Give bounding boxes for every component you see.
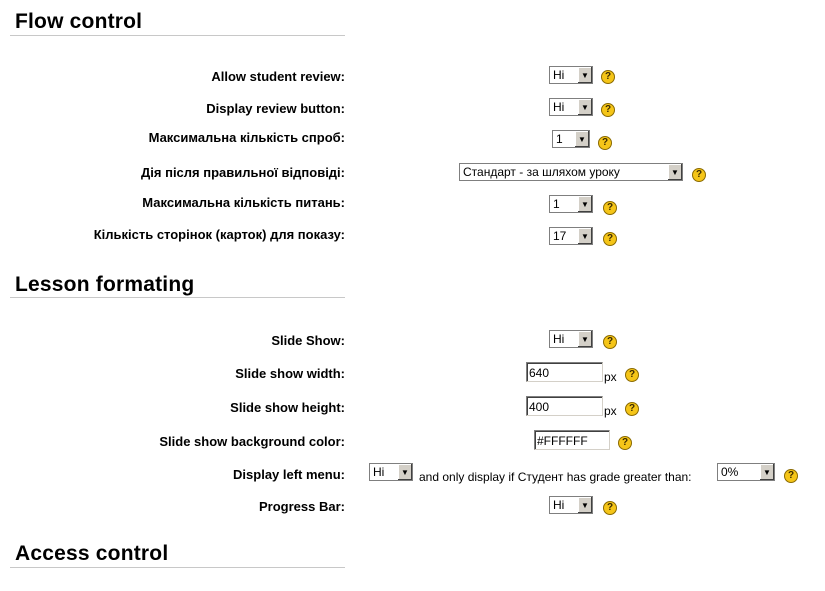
help-icon[interactable]: ?: [603, 501, 617, 515]
help-icon[interactable]: ?: [603, 201, 617, 215]
chevron-down-icon: ▼: [577, 99, 592, 115]
help-icon[interactable]: ?: [625, 368, 639, 382]
help-icon[interactable]: ?: [784, 469, 798, 483]
slideshow-width-label: Slide show width:: [235, 366, 345, 381]
slideshow-height-label: Slide show height:: [230, 400, 345, 415]
select-value: 0%: [721, 465, 739, 479]
px-unit: px: [604, 404, 617, 418]
max-questions-select[interactable]: [549, 195, 593, 213]
help-icon[interactable]: ?: [618, 436, 632, 450]
select-value: 1: [553, 197, 560, 211]
chevron-down-icon: ▼: [577, 331, 592, 347]
chevron-down-icon: ▼: [577, 497, 592, 513]
chevron-down-icon: ▼: [577, 228, 592, 244]
chevron-down-icon: ▼: [577, 67, 592, 83]
bgcolor-input[interactable]: [534, 430, 610, 450]
after-correct-select[interactable]: [459, 163, 683, 181]
allow-review-label: Allow student review:: [211, 69, 345, 84]
max-attempts-label: Максимальна кількість спроб:: [148, 130, 345, 145]
help-icon[interactable]: ?: [603, 232, 617, 246]
select-value: Ні: [553, 498, 565, 512]
select-value: Ні: [553, 332, 565, 346]
select-value: 17: [553, 229, 567, 243]
select-value: 1: [556, 132, 563, 146]
allow-review-select[interactable]: [549, 66, 593, 84]
section-title-flow-control: Flow control: [15, 10, 143, 33]
min-grade-select[interactable]: [717, 463, 775, 481]
section-title-access-control: Access control: [15, 542, 169, 565]
review-button-select[interactable]: [549, 98, 593, 116]
slideshow-select[interactable]: [549, 330, 593, 348]
select-value: Стандарт - за шляхом уроку: [463, 165, 620, 179]
select-value: Ні: [553, 100, 565, 114]
review-button-label: Display review button:: [206, 101, 345, 116]
px-unit: px: [604, 370, 617, 384]
left-menu-condition-text: and only display if Студент has grade greater than:: [419, 470, 692, 484]
after-correct-label: Дія після правильної відповіді:: [141, 165, 345, 180]
max-questions-label: Максимальна кількість питань:: [142, 195, 345, 210]
help-icon[interactable]: ?: [598, 136, 612, 150]
select-value: Ні: [373, 465, 385, 479]
bgcolor-label: Slide show background color:: [159, 434, 345, 449]
pages-count-label: Кількість сторінок (карток) для показу:: [93, 227, 345, 242]
chevron-down-icon: ▼: [574, 131, 589, 147]
help-icon[interactable]: ?: [601, 70, 615, 84]
slideshow-label: Slide Show:: [271, 333, 345, 348]
max-attempts-select[interactable]: [552, 130, 590, 148]
help-icon[interactable]: ?: [625, 402, 639, 416]
select-value: Ні: [553, 68, 565, 82]
left-menu-select[interactable]: [369, 463, 413, 481]
chevron-down-icon: ▼: [397, 464, 412, 480]
section-divider: [10, 297, 345, 298]
slideshow-width-input[interactable]: [526, 362, 603, 382]
section-divider: [10, 567, 345, 568]
progress-bar-label: Progress Bar:: [259, 499, 345, 514]
left-menu-label: Display left menu:: [233, 467, 345, 482]
help-icon[interactable]: ?: [601, 103, 615, 117]
section-title-lesson-formatting: Lesson formating: [15, 273, 195, 296]
chevron-down-icon: ▼: [759, 464, 774, 480]
chevron-down-icon: ▼: [577, 196, 592, 212]
help-icon[interactable]: ?: [692, 168, 706, 182]
progress-bar-select[interactable]: [549, 496, 593, 514]
pages-count-select[interactable]: [549, 227, 593, 245]
help-icon[interactable]: ?: [603, 335, 617, 349]
section-divider: [10, 35, 345, 36]
slideshow-height-input[interactable]: [526, 396, 603, 416]
chevron-down-icon: ▼: [667, 164, 682, 180]
